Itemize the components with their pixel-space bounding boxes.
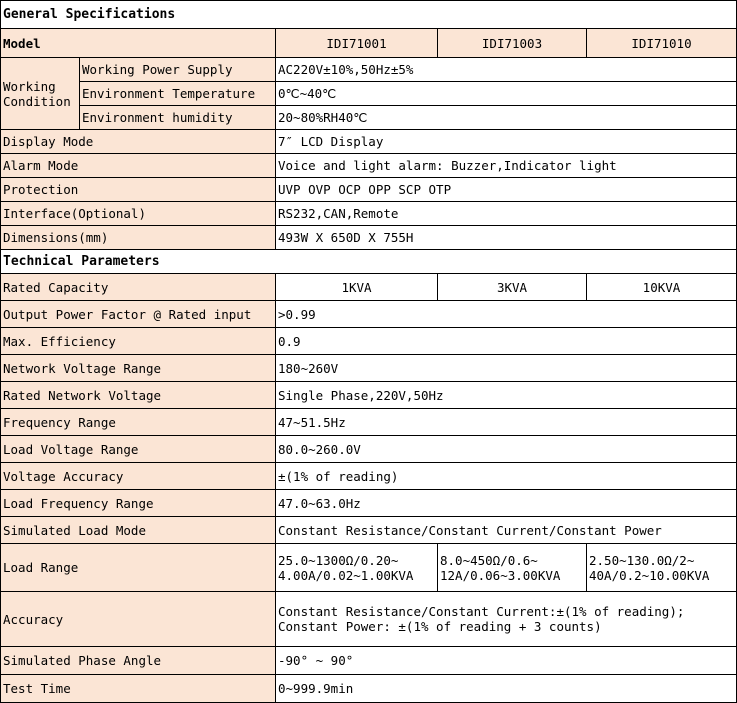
rated-capacity-value: 1KVA [276,274,438,301]
model-cell: IDI71010 [587,29,737,58]
load-range-line2: 40A/0.2~10.00KVA [589,567,710,583]
row-value: 493W X 650D X 755H [276,226,737,250]
row-label: Rated Network Voltage [1,382,276,409]
row-label: Display Mode [1,130,276,154]
row-label: Working Power Supply [80,58,276,82]
load-range-line2: 12A/0.06~3.00KVA [440,567,561,583]
row-value: RS232,CAN,Remote [276,202,737,226]
row-value: AC220V±10%,50Hz±5% [276,58,737,82]
row-value: 47.0~63.0Hz [276,490,737,517]
model-cell: IDI71003 [438,29,587,58]
row-label: Frequency Range [1,409,276,436]
row-label: Interface(Optional) [1,202,276,226]
load-range-value [587,544,737,592]
row-value: Single Phase,220V,50Hz [276,382,737,409]
row-value: Voice and light alarm: Buzzer,Indicator light [276,154,737,178]
row-label: Environment humidity [80,106,276,130]
row-label: Environment Temperature [80,82,276,106]
row-label: Load Frequency Range [1,490,276,517]
load-range-value [276,544,438,592]
row-value: 7″ LCD Display [276,130,737,154]
row-value: Constant Resistance/Constant Current/Constant Power [276,517,737,544]
load-range-value [438,544,587,592]
rated-capacity-value: 3KVA [438,274,587,301]
row-label: Alarm Mode [1,154,276,178]
row-value: >0.99 [276,301,737,328]
load-range-line1: 8.0~450Ω/0.6~ [440,552,538,568]
row-value: 0℃~40℃ [276,82,737,106]
row-label: Test Time [1,675,276,703]
load-range-line1: 25.0~1300Ω/0.20~ [278,552,399,568]
accuracy-line1: Constant Resistance/Constant Current:±(1% of reading); [278,604,685,619]
section-title-technical: Technical Parameters [1,250,737,274]
row-label: Simulated Load Mode [1,517,276,544]
row-value: 0.9 [276,328,737,355]
working-condition-line2: Condition [3,93,71,109]
working-condition-label [1,58,80,130]
row-value: 47~51.5Hz [276,409,737,436]
row-value: 20~80%RH40℃ [276,106,737,130]
row-label: Output Power Factor @ Rated input [1,301,276,328]
row-label: Max. Efficiency [1,328,276,355]
section-title-general: General Specifications [1,1,737,29]
row-label: Load Voltage Range [1,436,276,463]
load-range-label: Load Range [1,544,276,592]
row-label: Voltage Accuracy [1,463,276,490]
model-label: Model [1,29,276,58]
rated-capacity-label: Rated Capacity [1,274,276,301]
row-value: -90° ~ 90° [276,647,737,675]
row-label: Simulated Phase Angle [1,647,276,675]
row-label: Protection [1,178,276,202]
model-cell: IDI71001 [276,29,438,58]
row-label: Network Voltage Range [1,355,276,382]
row-value: ±(1% of reading) [276,463,737,490]
row-value: 180~260V [276,355,737,382]
load-range-line1: 2.50~130.0Ω/2~ [589,552,695,568]
working-condition-line1: Working [3,78,56,94]
row-value: 0~999.9min [276,675,737,703]
accuracy-line2: Constant Power: ±(1% of reading + 3 counts) [278,619,602,634]
row-label: Dimensions(mm) [1,226,276,250]
rated-capacity-value: 10KVA [587,274,737,301]
accuracy-value [276,592,737,647]
row-value: UVP OVP OCP OPP SCP OTP [276,178,737,202]
load-range-line2: 4.00A/0.02~1.00KVA [278,567,414,583]
accuracy-label: Accuracy [1,592,276,647]
row-value: 80.0~260.0V [276,436,737,463]
